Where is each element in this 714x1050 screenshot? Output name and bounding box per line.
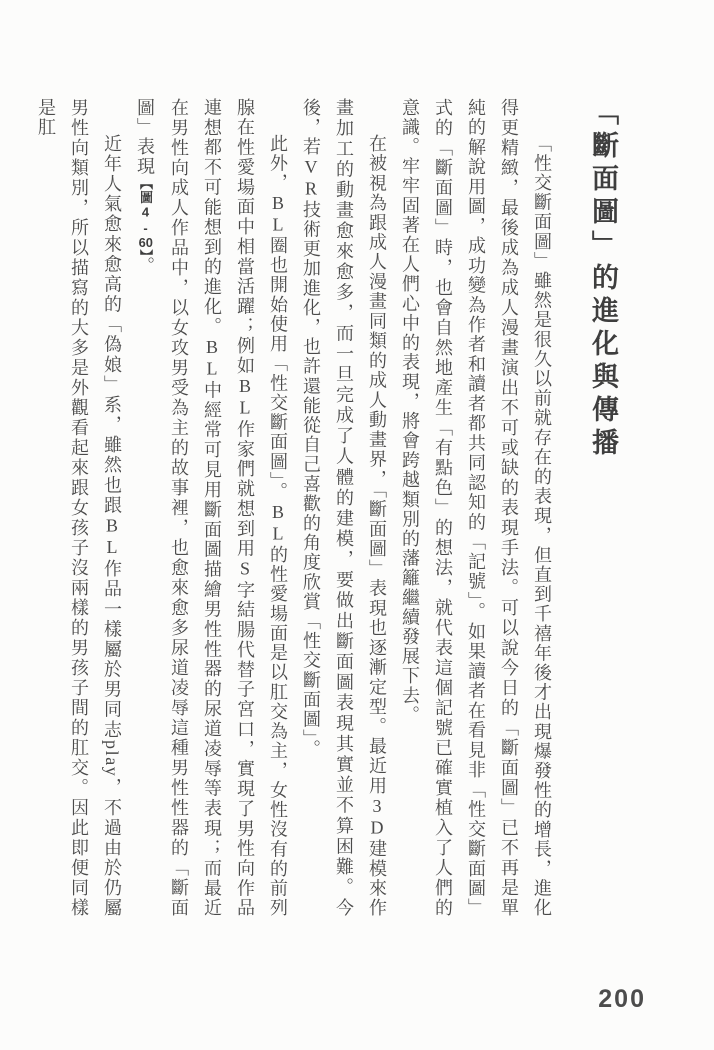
latin-run: 3D — [367, 795, 387, 840]
text-run: 圈也開始使用「性交斷面圖」。 — [268, 236, 288, 502]
text-run: 中經常可見用斷面圖描繪男性性器的尿道凌辱等表現；而最近在男性向成人作品中，以女攻男受為主的故事裡，也愈來愈多尿道凌辱這種男性性器的「斷面圖」表現 — [135, 98, 222, 918]
text-run: 「性交斷面圖」雖然是很久以前就存在的表現，但直到千禧年後才出現爆發性的增長，進化得更精緻，最後成為成人漫畫演出不可或缺的表現手法。可以說今日的「斷面圖」已不再是單純的解說用圖，成功變為作者和讀者都共同認知的「記號」。如果讀者在看見非「性交斷面圖」式的「斷面圖」時，也會自然地產生「有點色」的想法，就代表這個記號已確實植入了人們的意識。牢牢固著在人們心中的表現，將會跨越類別的藩籬繼續發展下去。 — [400, 98, 552, 918]
paragraph — [29, 98, 128, 918]
latin-run: BL — [268, 501, 288, 546]
text-run: 建模來作畫加工的動畫愈來愈多，而一旦完成了人體的建模，要做出斷面圖表現其實並不算困難。今後，若 — [301, 98, 387, 918]
page-number: 200 — [598, 985, 646, 1013]
text-run: 。 — [135, 256, 155, 277]
text-run: 作品一樣屬於男同志 — [102, 558, 122, 741]
text-run: 技術更加進化，也許還能從自己喜歡的角度欣賞「性交斷面圖」。 — [301, 200, 321, 760]
text-run: 的性愛場面是以肛交為主，女性沒有的前列腺在性愛場面中相當活躍；例如 — [235, 98, 288, 918]
latin-run: play — [102, 740, 122, 778]
article-body — [29, 98, 558, 918]
latin-run: BL — [235, 376, 255, 420]
article — [29, 98, 620, 918]
text-run: 此外， — [268, 134, 288, 193]
figure-reference: 4- — [138, 204, 153, 237]
text-run: ，不過由於仍屬男性向類別，所以描寫的大多是外觀看起來跟女孩子沒兩樣的男孩子間的肛交。因此即便同樣是肛 — [36, 98, 122, 918]
paragraph — [393, 98, 558, 918]
text-run: 作家們就想到用 — [235, 419, 255, 559]
figure-reference: 60 — [138, 236, 153, 250]
text-run: 近年人氣愈來愈高的「偽娘」系，雖然也跟 — [102, 134, 122, 516]
latin-run: BL — [268, 192, 288, 237]
figure-reference: 【圖 — [138, 176, 153, 205]
latin-run: BL — [202, 337, 222, 381]
latin-run: S — [235, 558, 255, 581]
text-run: 字結腸代替子宮口，實現了男性向作品連想都不可能想到的進化。 — [202, 98, 255, 918]
paragraph — [128, 98, 294, 918]
figure-reference: 】 — [138, 249, 153, 257]
latin-run: BL — [102, 515, 122, 559]
text-run: 在被視為跟成人漫畫同類的成人動畫界，「斷面圖」表現也逐漸定型。最近用 — [367, 134, 387, 796]
latin-run: VR — [301, 156, 321, 201]
page-title: 「斷面圖」的進化與傳播 — [588, 98, 618, 461]
paragraph — [294, 98, 393, 918]
